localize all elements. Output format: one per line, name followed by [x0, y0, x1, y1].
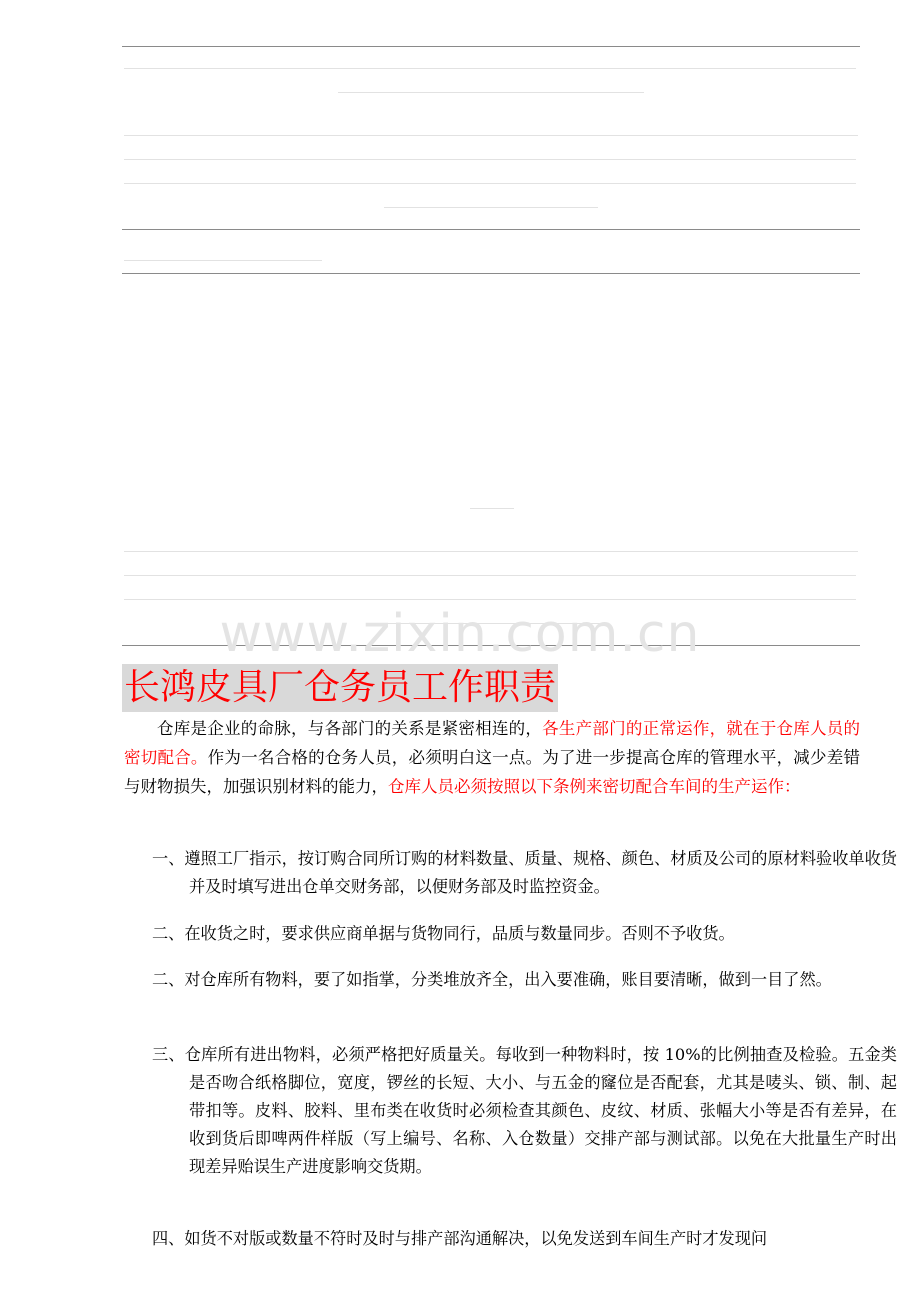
- duty-item-1: 一、遵照工厂指示，按订购合同所订购的材料数量、质量、规格、颜色、材质及公司的原材料验收单收货并及时填写进出仓单交财务部，以便财务部及时监控资金。: [152, 849, 897, 896]
- ruled-line: [124, 575, 856, 576]
- ruled-line: [124, 159, 856, 160]
- duty-item-5: 四、如货不对版或数量不符时及时与排产部沟通解决，以免发送到车间生产时才发现问: [152, 1229, 768, 1248]
- intro-highlight: 各生产部门的正常运作，就在于仓库人员的密切配合。: [124, 719, 861, 767]
- divider-line: [122, 273, 860, 274]
- intro-highlight: 仓库人员必须按照以下条例来密切配合车间的生产运作：: [388, 777, 801, 796]
- ruled-line: [384, 207, 598, 208]
- ruled-line: [124, 599, 856, 600]
- page-title: 长鸿皮具厂仓务员工作职责: [122, 664, 558, 712]
- duty-item-3: 二、对仓库所有物料，要了如指掌，分类堆放齐全，出入要准确，账目要清晰，做到一目了然。: [152, 970, 832, 989]
- intro-paragraph: [124, 714, 860, 801]
- watermark: www.zixin.com.cn: [219, 604, 701, 664]
- ruled-line: [338, 92, 644, 93]
- ruled-line: [124, 551, 858, 552]
- ruled-line: [124, 135, 858, 136]
- intro-text: 作为一名合格的仓务人员，必须明白这一点。为了进一步提高仓库的管理水平，减少差错与财物损失，加强识别材料的能力，: [124, 748, 861, 796]
- duty-item-2: 二、在收货之时，要求供应商单据与货物同行，品质与数量同步。否则不予收货。: [152, 924, 735, 943]
- ruled-line: [124, 68, 856, 69]
- top-border-line: [122, 46, 860, 47]
- ruled-line: [124, 260, 322, 261]
- intro-text: 仓库是企业的命脉，与各部门的关系是紧密相连的，: [157, 719, 543, 738]
- divider-line: [122, 229, 860, 230]
- ruled-line: [470, 508, 514, 509]
- duty-item-4: 三、仓库所有进出物料，必须严格把好质量关。每收到一种物料时，按 10%的比例抽查及检验。五金类是否吻合纸格脚位，宽度，锣丝的长短、大小、与五金的窿位是否配套，尤其是唛头、锁、制、起带扣等。皮料、胶料、里布类在收货时必须检查其颜色、皮纹、材质、张幅大小等是否有差异，在收到货后即啤两件样版（写上编号、名称、入仓数量）交排产部与测试部。以免在大批量生产时出现差异贻误生产进度影响交货期。: [152, 1045, 897, 1176]
- ruled-line: [124, 183, 856, 184]
